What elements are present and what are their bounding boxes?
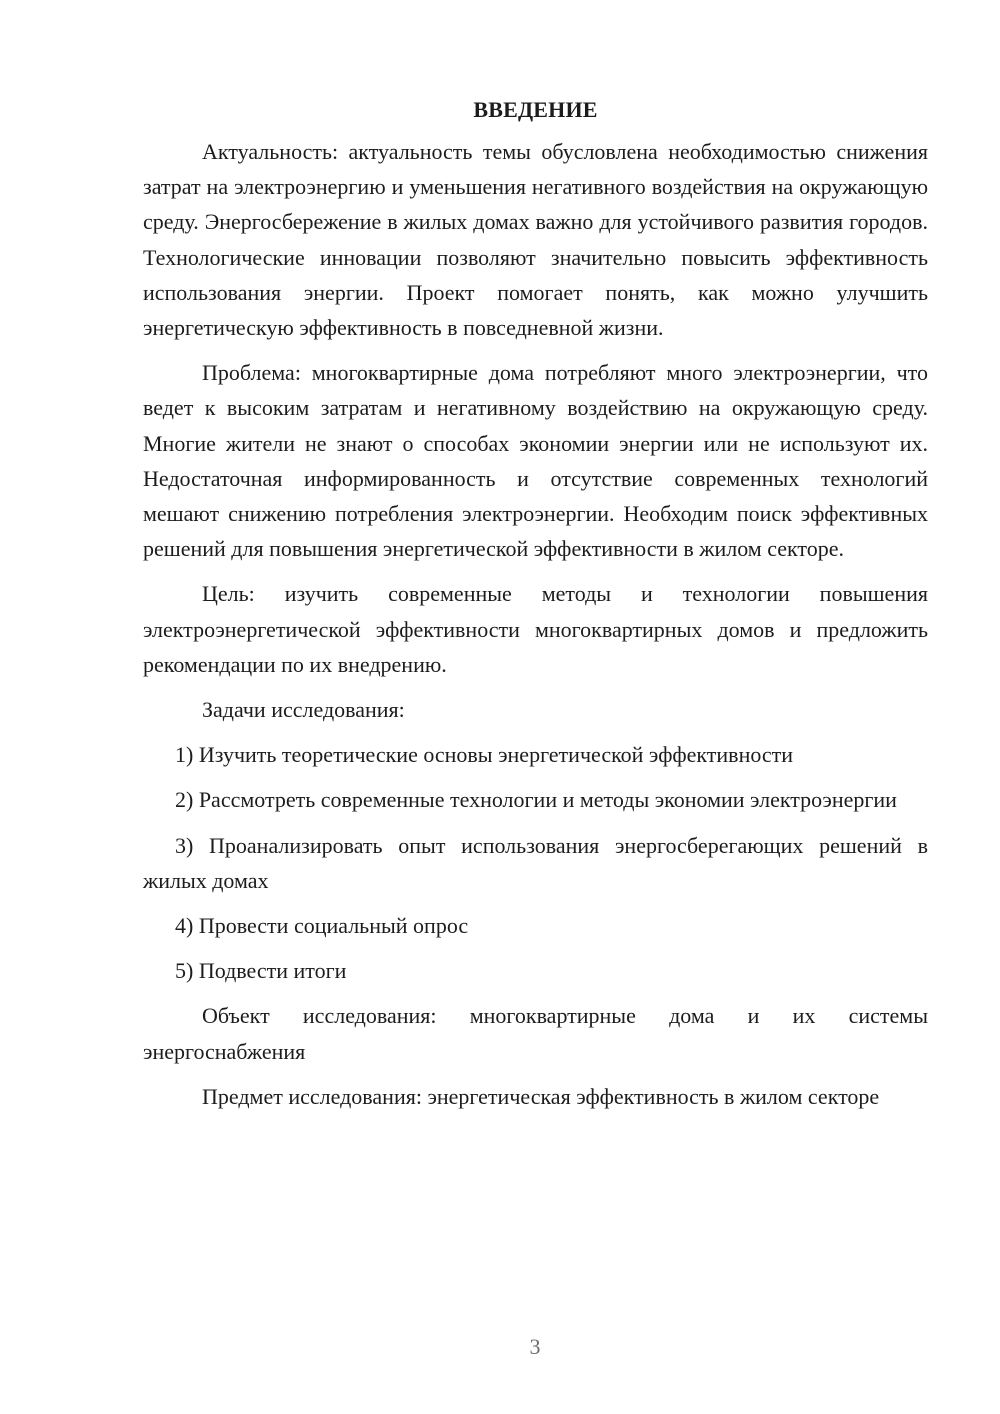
subject-paragraph: Предмет исследования: энергетическая эффективность в жилом секторе [202,1083,880,1109]
page-title: ВВЕДЕНИЕ [473,97,598,122]
task-item: 2) Рассмотреть современные технологии и методы экономии электроэнергии [175,787,897,813]
object-paragraph: Объект исследования: многоквартирные дома и их системы энергоснабжения [143,1003,928,1064]
relevance-paragraph: Актуальность: актуальность темы обусловлена необходимостью снижения затрат на электроэнергию и уменьшения негативного воздействия на окружающую среду. Энергосбережение в жилых домах важно для устойчивого развития городов. Технологические инновации позволяют значительно повысить эффективность использования энергии. Проект помогает понять, как можно улучшить энергетическую эффективность в повседневной жизни. [143,139,928,341]
tasks-heading: Задачи исследования: [202,697,405,723]
task-item: 1) Изучить теоретические основы энергетической эффективности [175,742,794,768]
task-item: 4) Провести социальный опрос [175,913,469,939]
problem-paragraph: Проблема: многоквартирные дома потребляют много электроэнергии, что ведет к высоким затратам и негативному воздействию на окружающую среду. Многие жители не знают о способах экономии энергии или не используют их. Недостаточная информированность и отсутствие современных технологий мешают снижению потребления электроэнергии. Необходим поиск эффективных решений для повышения энергетической эффективности в жилом секторе. [143,360,928,562]
page-number: 3 [529,1334,541,1359]
document-body [143,94,928,1124]
task-item: 5) Подвести итоги [175,958,347,984]
task-item: 3) Проанализировать опыт использования энергосберегающих решений в жилых домах [143,832,928,893]
goal-paragraph: Цель: изучить современные методы и технологии повышения электроэнергетической эффективности многоквартирных домов и предложить рекомендации по их внедрению. [143,581,928,677]
